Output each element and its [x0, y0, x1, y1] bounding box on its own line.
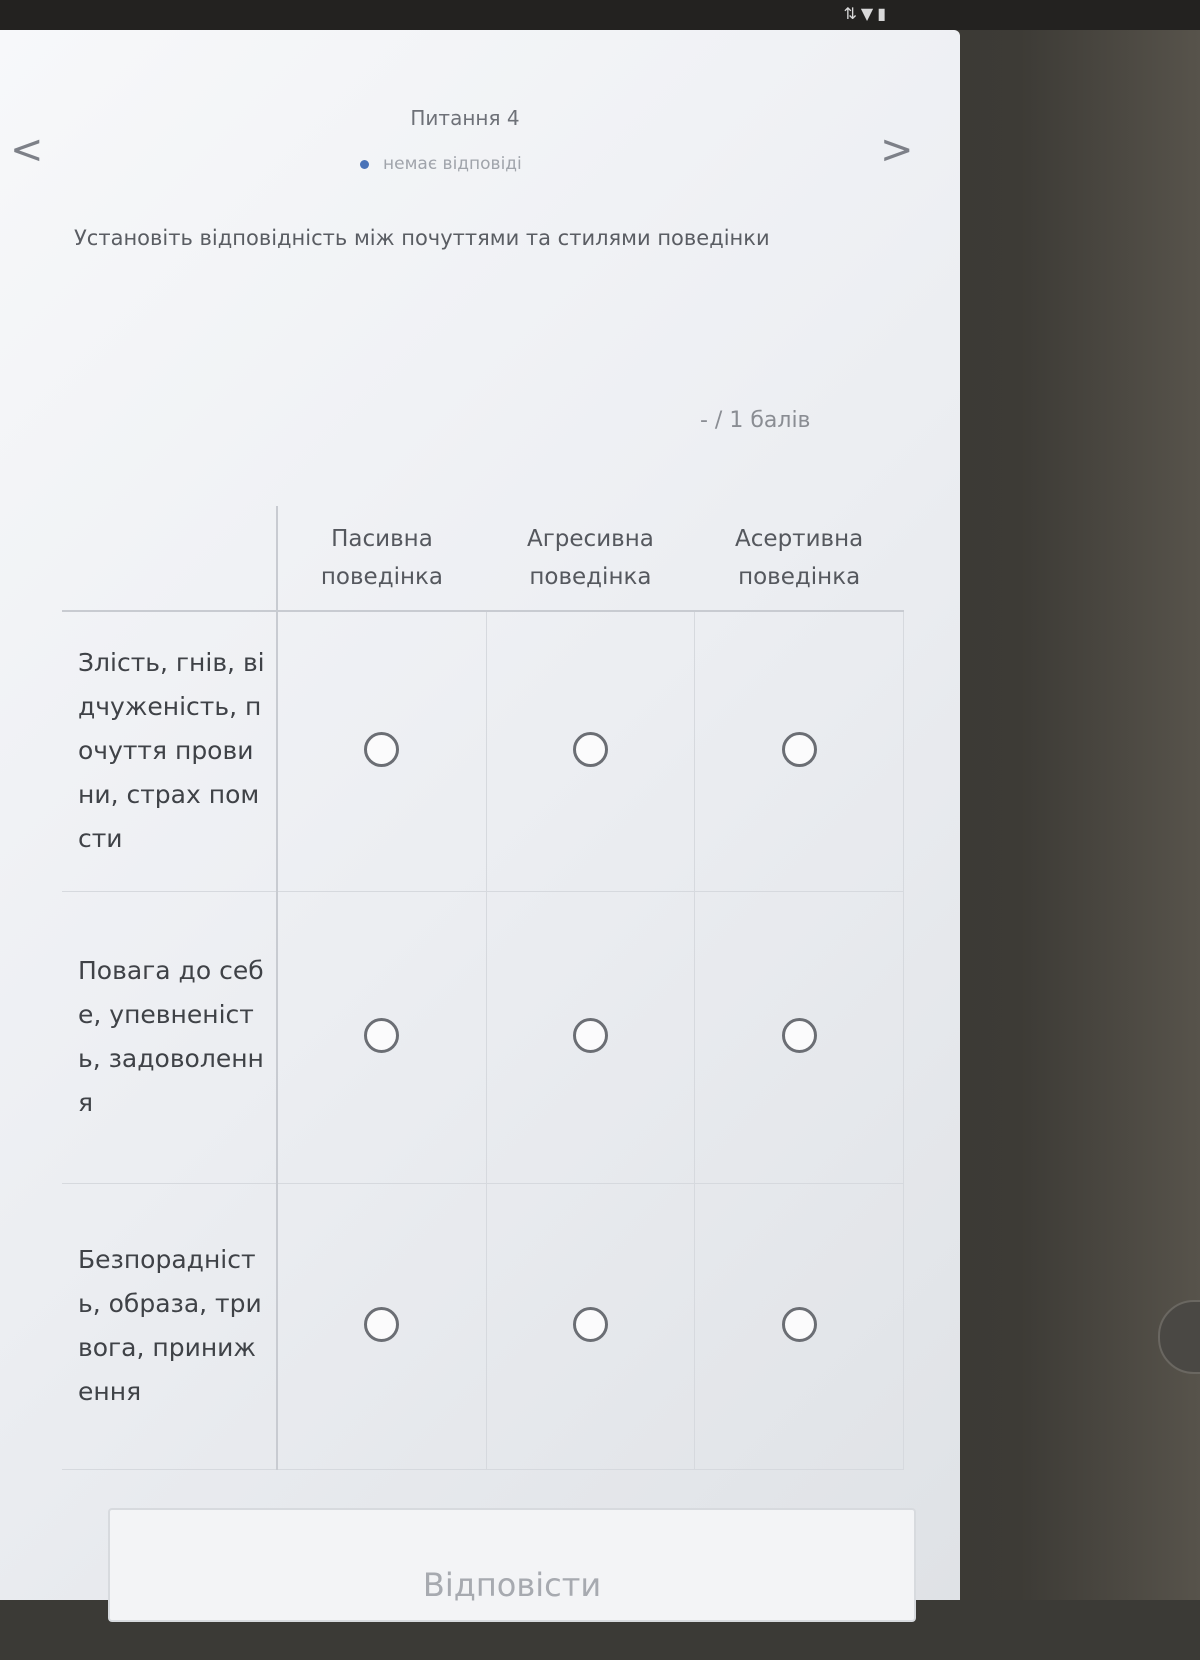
answer-button[interactable]: Відповісти: [108, 1508, 916, 1622]
device-side-button: [1158, 1300, 1200, 1374]
column-header-aggressive: Агресивна поведінка: [486, 506, 695, 611]
radio-row1-aggressive[interactable]: [573, 732, 608, 767]
battery-icon: ▮: [877, 4, 890, 23]
radio-row2-aggressive[interactable]: [573, 1018, 608, 1053]
chevron-left-icon: <: [10, 127, 44, 173]
matrix-corner-cell: [62, 506, 277, 611]
signal-icon: ⇅: [843, 4, 861, 23]
next-question-button[interactable]: [880, 127, 914, 173]
wifi-icon: ▼: [860, 4, 878, 23]
radio-row3-assertive[interactable]: [782, 1307, 817, 1342]
matrix-row: [62, 1183, 904, 1469]
status-bar: [0, 0, 1200, 30]
matrix-cell: [486, 611, 695, 891]
status-dot-icon: [360, 160, 369, 169]
question-title: Питання 4: [410, 106, 520, 130]
row-label: Повага до себе, упевненість, задоволення: [62, 891, 277, 1183]
column-header-assertive: Асертивна поведінка: [695, 506, 904, 611]
column-header-passive: Пасивна поведінка: [277, 506, 486, 611]
matrix-cell: [277, 891, 486, 1183]
matrix-cell: [486, 891, 695, 1183]
radio-row3-passive[interactable]: [364, 1307, 399, 1342]
status-icons: [843, 4, 890, 23]
score-label: - / 1 балів: [700, 408, 811, 433]
previous-question-button[interactable]: [10, 127, 44, 173]
question-text: Установіть відповідність між почуттями та стилями поведінки: [74, 226, 770, 250]
radio-row1-passive[interactable]: [364, 732, 399, 767]
matrix-cell: [277, 1183, 486, 1469]
radio-row1-assertive[interactable]: [782, 732, 817, 767]
matrix-cell: [277, 611, 486, 891]
matrix-row: [62, 611, 904, 891]
radio-row3-aggressive[interactable]: [573, 1307, 608, 1342]
matrix-cell: [486, 1183, 695, 1469]
radio-row2-assertive[interactable]: [782, 1018, 817, 1053]
row-label: Злість, гнів, відчуженість, почуття провини, страх помсти: [62, 611, 277, 891]
answer-status-label: немає відповіді: [383, 154, 522, 174]
matrix-cell: [695, 891, 904, 1183]
matrix-cell: [695, 1183, 904, 1469]
matching-matrix: [62, 506, 904, 1470]
chevron-right-icon: >: [880, 127, 914, 173]
app-screen: [0, 30, 960, 1604]
radio-row2-passive[interactable]: [364, 1018, 399, 1053]
answer-status: [360, 154, 522, 174]
row-label: Безпорадність, образа, тривога, приниження: [62, 1183, 277, 1469]
matrix-header-row: [62, 506, 904, 611]
matrix-cell: [695, 611, 904, 891]
matrix-row: [62, 891, 904, 1183]
